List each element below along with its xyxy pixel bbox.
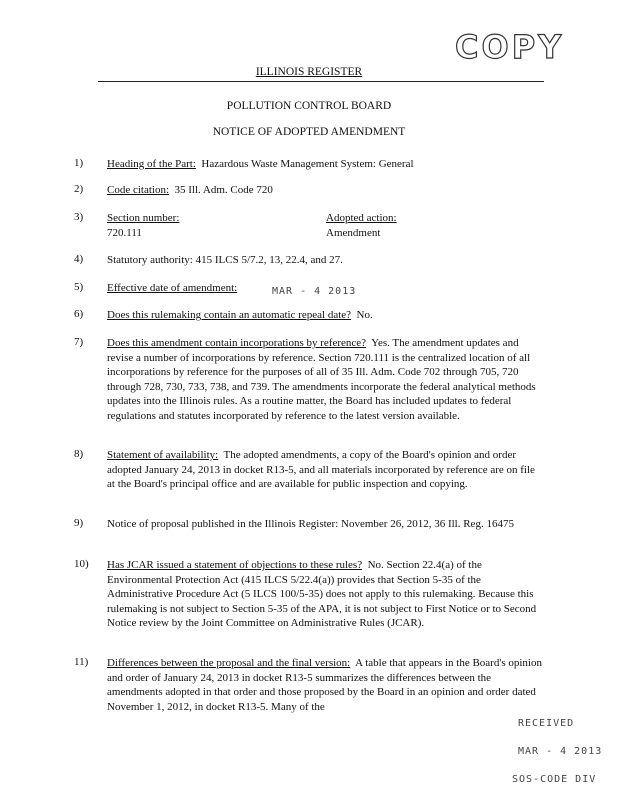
effective-date-stamp: MAR - 4 2013: [272, 286, 357, 297]
item-5-label: Effective date of amendment:: [107, 282, 238, 294]
item-10-label: Has JCAR issued a statement of objections to these rules?: [107, 559, 363, 571]
item-3-action-value: Amendment: [326, 226, 381, 239]
item-6-label: Does this rulemaking contain an automatic repeal date?: [107, 309, 352, 321]
item-1-number: 1): [74, 157, 84, 169]
item-4-text: Statutory authority: 415 ILCS 5/7.2, 13, 22.4, and 27.: [107, 254, 343, 266]
item-3-number: 3): [74, 211, 84, 223]
notice-title: NOTICE OF ADOPTED AMENDMENT: [212, 126, 406, 138]
item-7: [107, 336, 545, 424]
item-10-text: No. Section 22.4(a) of the Environmental Protection Act (415 ILCS 5/22.4(a)) provides that Section 5-35 of the Administrative Procedure Act (5 ILCS 100/5-35) does not apply to this rulemaking. Because this rulemaking is not subject to Section 5-35 of the APA, it is not subject to First Notice or to Second Notice review by the Joint Committee on Administrative Rules (JCAR).: [107, 559, 537, 630]
item-7-label: Does this amendment contain incorporations by reference?: [107, 337, 367, 349]
item-11-text: A table that appears in the Board's opinion and order of January 24, 2013 in docket R13-5 summarizes the differences between the amendments adopted in that order and those proposed by the Board in an opinion and order dated November 1, 2012, in docket R13-5. Many of the: [107, 657, 542, 713]
item-2-label: Code citation:: [107, 184, 170, 196]
item-2: [107, 183, 545, 198]
item-10: [107, 558, 545, 631]
copy-stamp: COPY: [455, 28, 565, 66]
item-11-number: 11): [74, 656, 89, 668]
item-8: [107, 448, 545, 492]
item-11-label: Differences between the proposal and the final version:: [107, 657, 351, 669]
item-6-number: 6): [74, 308, 84, 320]
item-9-text: Notice of proposal published in the Illinois Register: November 26, 2012, 36 Ill. Reg. 16475: [107, 518, 514, 530]
item-3-value: 720.111: [107, 226, 142, 239]
item-3-label: Section number:: [107, 212, 180, 224]
item-5-number: 5): [74, 281, 84, 293]
item-2-text: 35 Ill. Adm. Code 720: [174, 184, 273, 196]
item-8-text: The adopted amendments, a copy of the Board's opinion and order adopted January 24, 2013 in docket R13-5, and all materials incorporated by reference are on file at the Board's principal office and are available for public inspection and copying.: [107, 449, 535, 491]
item-11: [107, 656, 545, 714]
item-3-action: [326, 211, 526, 240]
item-8-number: 8): [74, 448, 84, 460]
received-date-stamp: MAR - 4 2013: [518, 746, 603, 757]
item-4-number: 4): [74, 253, 84, 265]
item-8-label: Statement of availability:: [107, 449, 219, 461]
item-10-number: 10): [74, 558, 89, 570]
item-3-action-label: Adopted action:: [326, 212, 397, 224]
received-stamp: RECEIVED: [518, 718, 575, 729]
item-7-number: 7): [74, 336, 84, 348]
item-6: [107, 308, 545, 323]
item-2-number: 2): [74, 183, 84, 195]
item-9-number: 9): [74, 517, 84, 529]
item-7-text: Yes. The amendment updates and revise a number of incorporations by reference. Section 720.111 is the centralized location of all incorporations by reference for the purposes of all of 35 Ill. Adm. Code 702 through 705, 720 through 728, 730, 733, 738, and 739. The amendments incorporate the federal analytical methods updates into the Illinois rules. As a routine matter, the Board has included updates to federal regulations and statutes incorporated by reference to the latest version available.: [107, 337, 536, 422]
item-1-label: Heading of the Part:: [107, 158, 196, 170]
item-1-text: Hazardous Waste Management System: General: [201, 158, 414, 170]
register-title: ILLINOIS REGISTER: [255, 66, 363, 78]
item-1: [107, 157, 545, 172]
board-title: POLLUTION CONTROL BOARD: [226, 100, 392, 112]
sos-stamp: SOS-CODE DIV: [512, 774, 597, 785]
header-rule: [98, 81, 544, 82]
item-6-text: No.: [356, 309, 373, 321]
